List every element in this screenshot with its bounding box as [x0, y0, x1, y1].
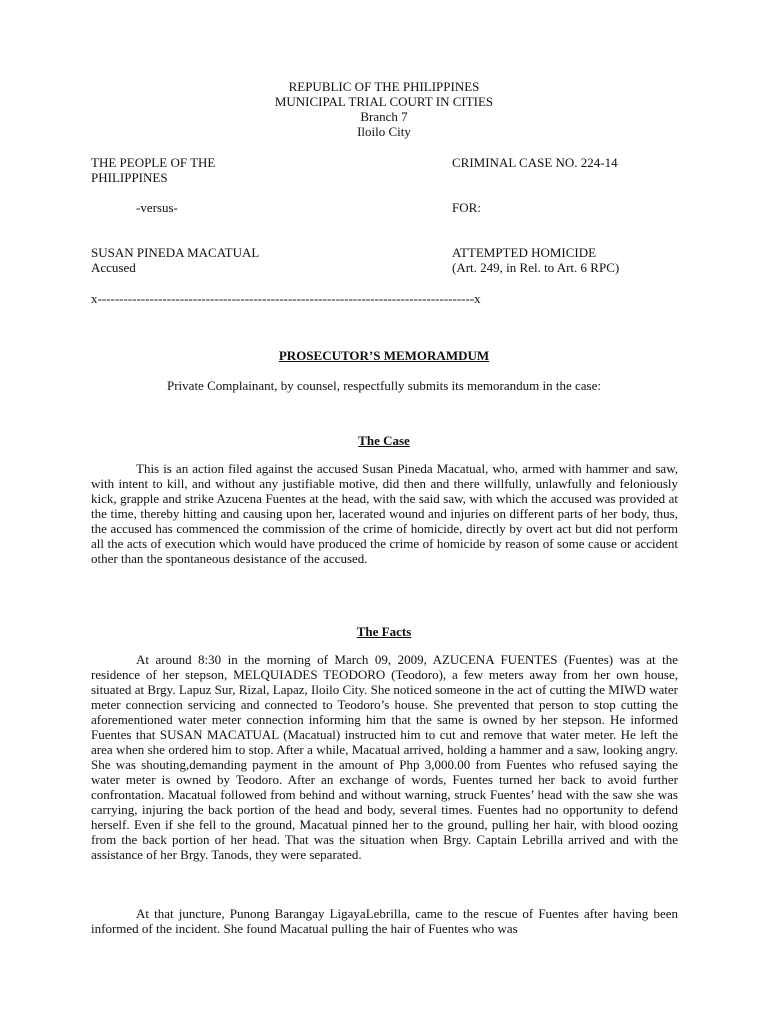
facts-paragraph-2: At that juncture, Punong Barangay LigayaLebrilla, came to the rescue of Fuentes after having been informed of the incident. She found Macatual pulling the hair of Fuentes who was [91, 906, 678, 936]
court-header [0, 79, 768, 139]
republic-line: REPUBLIC OF THE PHILIPPINES [288, 79, 480, 94]
accused-name: SUSAN PINEDA MACATUAL [91, 245, 260, 260]
facts-paragraph-1: At around 8:30 in the morning of March 09, 2009, AZUCENA FUENTES (Fuentes) was at the residence of her stepson, MELQUIADES TEODORO (Teodoro), a few meters away from her own house, situated at Brgy. Lapuz Sur, Rizal, Lapaz, Iloilo City. She noticed someone in the act of cutting the MIWD water meter connection servicing and connected to Teodoro’s house. She prevented that person to stop cutting the aforementioned water meter connection informing him that the same is owned by her stepson. He informed Fuentes that SUSAN MACATUAL (Macatual) instructed him to cut and remove that water meter. He left the area when she ordered him to stop. After a while, Macatual arrived, holding a hammer and a saw, looking angry. She was shouting,demanding payment in the amount of Php 3,000.00 from Fuentes who refused saying the water meter is owned by Teodoro. After an exchange of words, Fuentes turned her back to avoid further confrontation. Macatual followed from behind and without warning, struck Fuentes’ head with the saw she was carrying, injuring the back portion of the head and body, several times. Fuentes had no opportunity to defend herself. Even if she fell to the ground, Macatual pinned her to the ground, pulling her hair, with blood oozing from the back portion of her head. That was the situation when Brgy. Captain Lebrilla arrived and with the assistance of her Brgy. Tanods, they were separated. [91, 652, 678, 862]
offense-name: ATTEMPTED HOMICIDE [452, 245, 597, 260]
case-number: CRIMINAL CASE NO. 224-14 [452, 155, 618, 170]
document-title: PROSECUTOR’S MEMORAMDUM [278, 348, 490, 363]
branch-line: Branch 7 [360, 109, 408, 124]
accused-label: Accused [91, 260, 136, 275]
facts-heading: The Facts [356, 624, 412, 639]
plaintiff-line-1: THE PEOPLE OF THE [91, 155, 216, 170]
case-heading: The Case [358, 433, 410, 448]
offense-reference: (Art. 249, in Rel. to Art. 6 RPC) [452, 260, 620, 275]
court-name: MUNICIPAL TRIAL COURT IN CITIES [274, 94, 494, 109]
case-paragraph: This is an action filed against the accused Susan Pineda Macatual, who, armed with hammer and saw, with intent to kill, and without any justifiable motive, did then and there willfully, unlawfully and feloniously kick, grapple and strike Azucena Fuentes at the head, with the said saw, with which the accused was provided at the time, thereby hitting and causing upon her, lacerated wound and injuries on different parts of her body, thus, the accused has commenced the commission of the crime of homicide, directly by overt act but did not perform all the acts of execution which would have produced the crime of homicide by reason of some cause or accident other than the spontaneous desistance of the accused. [91, 461, 678, 566]
city-line: Iloilo City [357, 124, 411, 139]
plaintiff-line-2: PHILIPPINES [91, 170, 168, 185]
caption-divider: x---------------------------------------------------------------------------------------x [91, 291, 481, 306]
versus-label: -versus- [136, 200, 178, 215]
intro-text: Private Complainant, by counsel, respectfully submits its memorandum in the case: [167, 378, 601, 393]
for-label: FOR: [452, 200, 481, 215]
